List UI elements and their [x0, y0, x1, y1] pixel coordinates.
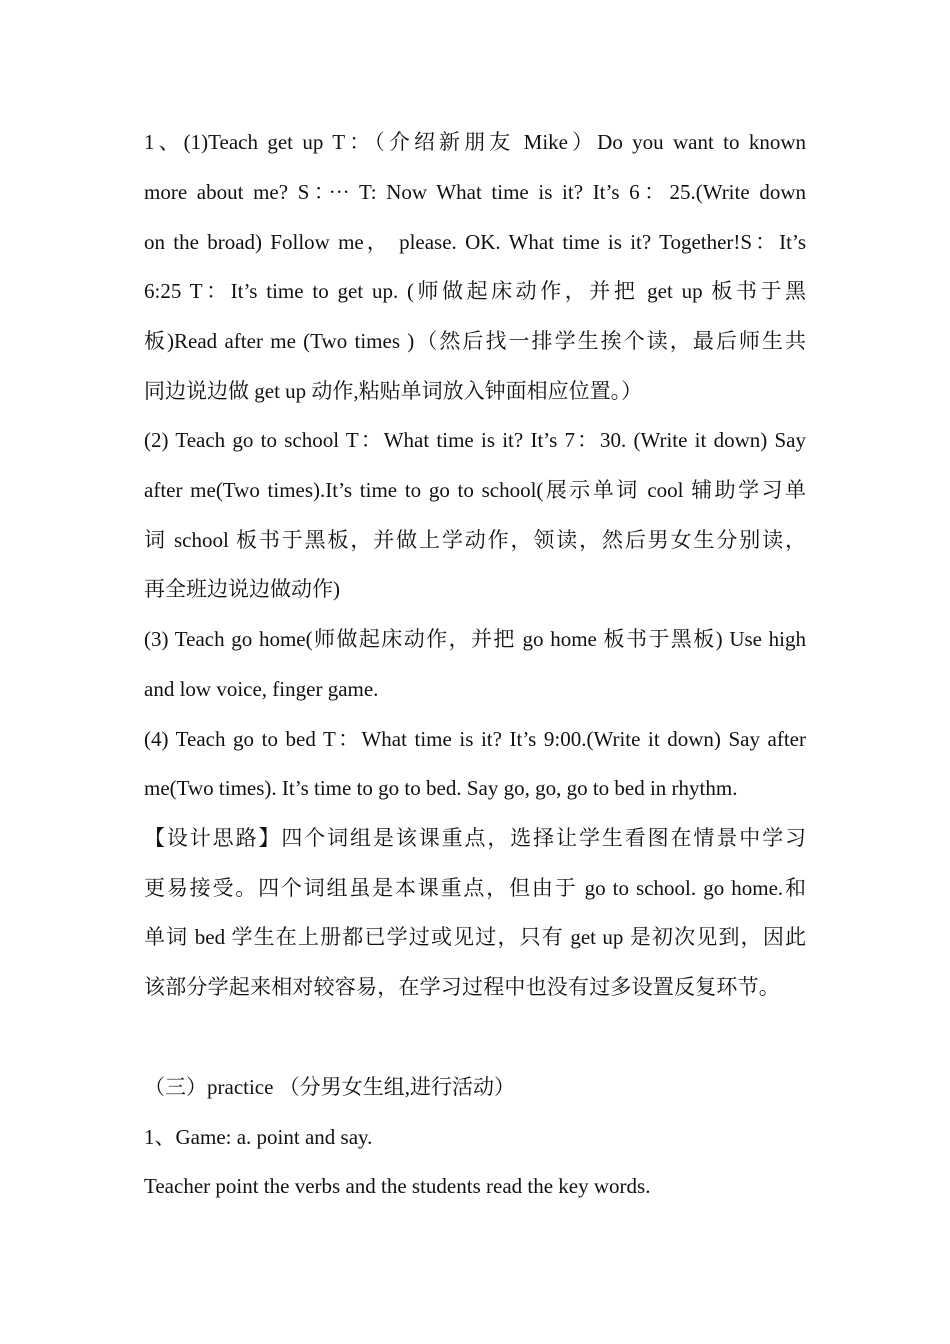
design-idea-line: 更易接受。四个词组虽是本课重点，但由于 go to school. go home.和: [144, 876, 806, 900]
paragraph-line: more about me? S：··· T: Now What time is it? It’s 6：25.(Write down: [144, 180, 806, 204]
paragraph-line: (3) Teach go home(师做起床动作，并把 go home 板书于黑板) Use high: [144, 627, 806, 651]
paragraph-line: and low voice, finger game.: [144, 677, 379, 701]
paragraph-line: 1、Game: a. point and say.: [144, 1125, 373, 1149]
paragraph-line: 词 school 板书于黑板，并做上学动作，领读，然后男女生分别读，: [144, 528, 806, 552]
paragraph-line: after me(Two times).It’s time to go to school(展示单词 cool 辅助学习单: [144, 478, 806, 502]
design-idea-line: 单词 bed 学生在上册都已学过或见过，只有 get up 是初次见到，因此: [144, 925, 806, 949]
paragraph-line: 同边说边做 get up 动作,粘贴单词放入钟面相应位置。）: [144, 379, 643, 403]
paragraph-line: 再全班边说边做动作): [144, 577, 340, 601]
section-heading: （三）practice （分男女生组,进行活动）: [144, 1075, 515, 1099]
design-idea-line: 【设计思路】四个词组是该课重点，选择让学生看图在情景中学习: [144, 826, 806, 850]
design-idea-line: 该部分学起来相对较容易，在学习过程中也没有过多设置反复环节。: [144, 975, 780, 999]
paragraph-line: on the broad) Follow me， please. OK. What time is it? Together!S：It’s: [144, 230, 806, 254]
paragraph-line: (4) Teach go to bed T：What time is it? It’s 9:00.(Write it down) Say after: [144, 727, 806, 751]
paragraph-line: 6:25 T：It’s time to get up. (师做起床动作，并把 get up 板书于黑: [144, 279, 806, 303]
paragraph-line: (2) Teach go to school T：What time is it? It’s 7：30. (Write it down) Say: [144, 428, 806, 452]
paragraph-line: Teacher point the verbs and the students read the key words.: [144, 1174, 651, 1198]
paragraph-line: me(Two times). It’s time to go to bed. Say go, go, go to bed in rhythm.: [144, 776, 738, 800]
paragraph-line: 1、(1)Teach get up T：（介绍新朋友 Mike）Do you want to known: [144, 130, 806, 154]
paragraph-line: 板)Read after me (Two times )（然后找一排学生挨个读，最后师生共: [144, 329, 806, 353]
